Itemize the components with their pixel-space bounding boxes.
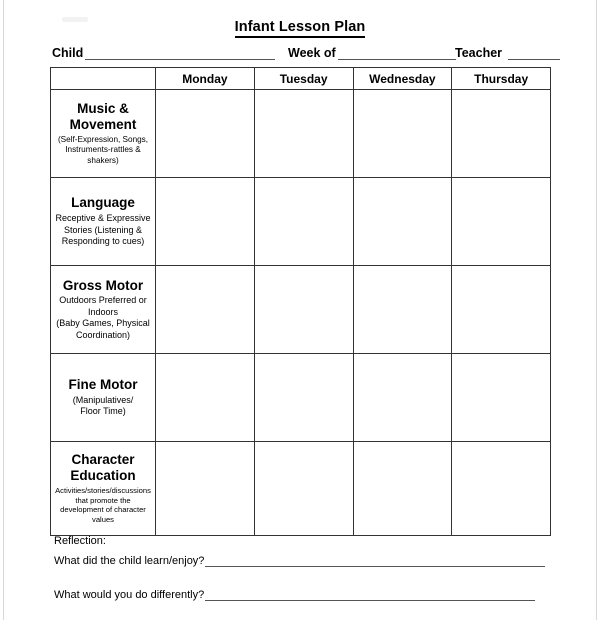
- reflection-section: [54, 534, 554, 601]
- cell-music-movement-wednesday[interactable]: [353, 90, 452, 178]
- row-label-music-movement: [51, 90, 156, 178]
- reflection-question-1-label: What did the child learn/enjoy?: [54, 555, 205, 567]
- column-header-thursday: Thursday: [452, 68, 551, 90]
- category-subtitle-line: Instruments-rattles &: [65, 145, 141, 155]
- row-label-language: [51, 178, 156, 266]
- category-subtitle-line: (Self-Expression, Songs,: [57, 134, 149, 144]
- field-week-of: [288, 46, 456, 60]
- cell-music-movement-monday[interactable]: [156, 90, 255, 178]
- category-subtitle: [51, 213, 155, 248]
- table-row: [51, 442, 551, 536]
- category-subtitle-line: values: [92, 515, 114, 525]
- category-subtitle: [51, 486, 155, 525]
- row-label-character-education: [51, 442, 156, 536]
- category-title: [51, 452, 155, 484]
- cell-gross-motor-tuesday[interactable]: [254, 266, 353, 354]
- category-title-line: Education: [70, 468, 136, 484]
- cell-gross-motor-thursday[interactable]: [452, 266, 551, 354]
- cell-gross-motor-wednesday[interactable]: [353, 266, 452, 354]
- category-title-line: Character: [71, 452, 135, 468]
- page-title: [0, 19, 600, 35]
- reflection-question-1-input[interactable]: [205, 556, 545, 567]
- category-subtitle: [51, 395, 155, 418]
- category-subtitle-line: development of character: [60, 505, 146, 515]
- category-title-line: Gross Motor: [62, 277, 144, 293]
- row-label-fine-motor: [51, 354, 156, 442]
- lesson-plan-table: [50, 67, 551, 536]
- cell-fine-motor-monday[interactable]: [156, 354, 255, 442]
- cell-fine-motor-wednesday[interactable]: [353, 354, 452, 442]
- table-row: [51, 266, 551, 354]
- category-title-line: Music &: [77, 100, 129, 116]
- cell-character-education-thursday[interactable]: [452, 442, 551, 536]
- header-fields: [0, 46, 600, 64]
- category-title-line: Fine Motor: [68, 377, 138, 393]
- cell-language-monday[interactable]: [156, 178, 255, 266]
- column-header-wednesday: Wednesday: [353, 68, 452, 90]
- cell-fine-motor-tuesday[interactable]: [254, 354, 353, 442]
- cell-character-education-wednesday[interactable]: [353, 442, 452, 536]
- category-subtitle-line: (Manipulatives/: [72, 394, 134, 405]
- category-subtitle: [51, 135, 155, 167]
- reflection-question-1: [54, 555, 554, 567]
- reflection-heading: Reflection:: [54, 535, 106, 547]
- cell-language-wednesday[interactable]: [353, 178, 452, 266]
- category-title-line: Language: [71, 195, 135, 211]
- category-subtitle-line: shakers): [87, 155, 119, 165]
- field-child-input[interactable]: [85, 48, 275, 60]
- field-child: [52, 46, 275, 60]
- field-teacher: [455, 46, 560, 60]
- cell-music-movement-thursday[interactable]: [452, 90, 551, 178]
- table-header-row: [51, 68, 551, 90]
- cell-language-tuesday[interactable]: [254, 178, 353, 266]
- column-header-monday: Monday: [156, 68, 255, 90]
- cell-character-education-monday[interactable]: [156, 442, 255, 536]
- category-title-line: Movement: [69, 116, 137, 132]
- cell-character-education-tuesday[interactable]: [254, 442, 353, 536]
- category-title: [51, 377, 155, 393]
- field-week-of-input[interactable]: [338, 48, 456, 60]
- cell-music-movement-tuesday[interactable]: [254, 90, 353, 178]
- table-row: [51, 178, 551, 266]
- reflection-question-2: [54, 589, 554, 601]
- table-corner-header: [51, 68, 156, 90]
- category-subtitle: [51, 295, 155, 341]
- page-title-text: Infant Lesson Plan: [235, 19, 366, 38]
- category-subtitle-line: that promote the: [75, 495, 131, 505]
- category-subtitle-line: Floor Time): [80, 406, 126, 417]
- category-subtitle-line: Stories (Listening &: [63, 224, 143, 235]
- column-header-tuesday: Tuesday: [254, 68, 353, 90]
- category-subtitle-line: Outdoors Preferred or: [59, 295, 147, 306]
- table-row: [51, 354, 551, 442]
- row-label-gross-motor: [51, 266, 156, 354]
- field-teacher-label: Teacher: [455, 46, 503, 60]
- category-subtitle-line: Receptive & Expressive: [55, 213, 151, 224]
- cell-fine-motor-thursday[interactable]: [452, 354, 551, 442]
- category-title: [51, 195, 155, 211]
- field-teacher-input[interactable]: [508, 48, 560, 60]
- cell-language-thursday[interactable]: [452, 178, 551, 266]
- reflection-question-2-label: What would you do differently?: [54, 589, 205, 601]
- field-week-of-label: Week of: [288, 46, 336, 60]
- category-subtitle-line: Responding to cues): [61, 236, 145, 247]
- category-subtitle-line: Coordination): [75, 329, 131, 340]
- field-child-label: Child: [52, 46, 84, 60]
- category-subtitle-line: Activities/stories/discussions: [55, 485, 151, 495]
- category-subtitle-line: (Baby Games, Physical: [56, 318, 150, 329]
- category-subtitle-line: Indoors: [87, 306, 119, 317]
- table-row: [51, 90, 551, 178]
- category-title: [51, 278, 155, 294]
- category-title: [51, 101, 155, 133]
- cell-gross-motor-monday[interactable]: [156, 266, 255, 354]
- reflection-question-2-input[interactable]: [205, 590, 535, 601]
